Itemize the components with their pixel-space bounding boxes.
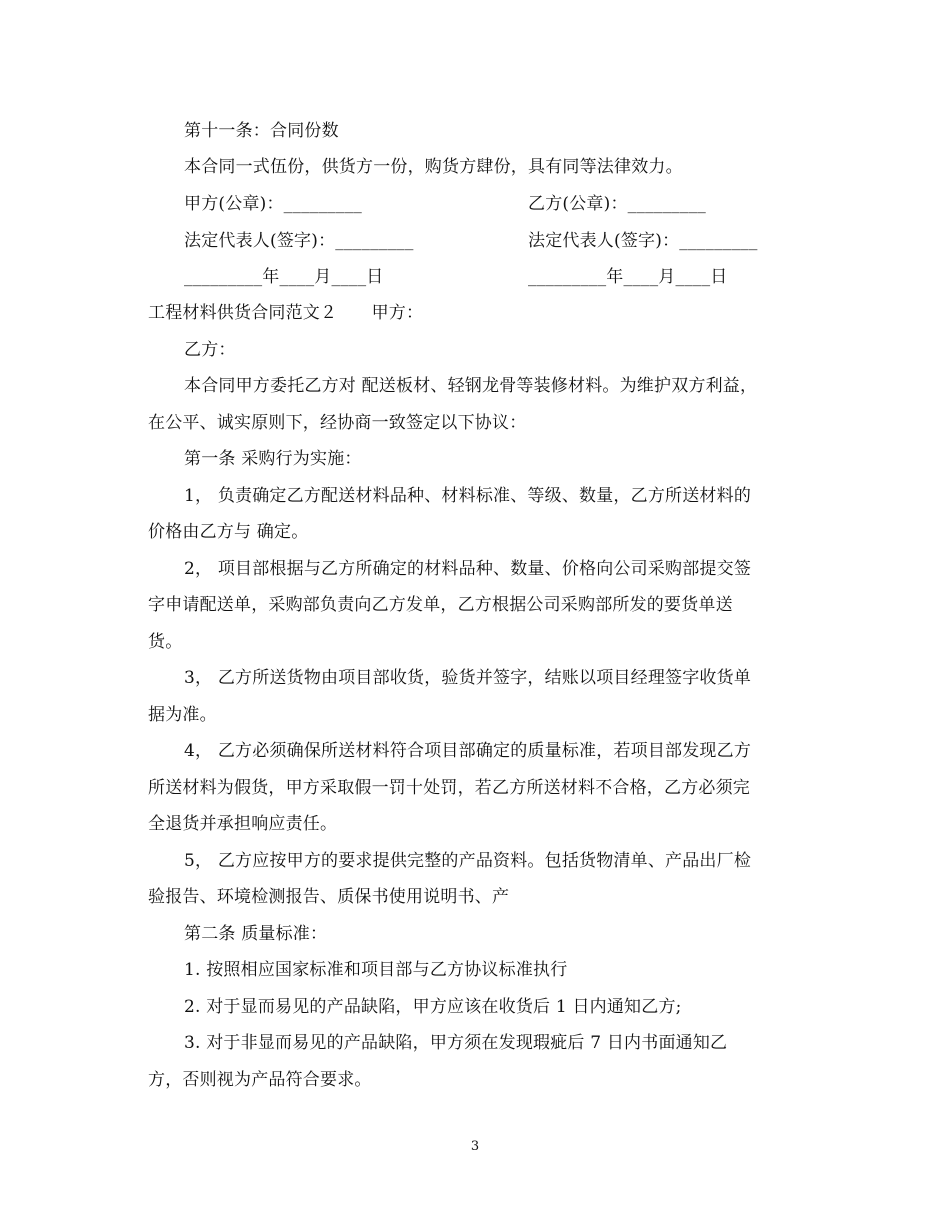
- party-a-seal-field: 甲方(公章)：_________: [184, 194, 362, 214]
- intro-line-1: 本合同甲方委托乙方对 配送板材、轻钢龙骨等装修材料。为维护双方利益，: [184, 376, 758, 396]
- item-4-line-2: 所送材料为假货，甲方采取假一罚十处罚，若乙方所送材料不合格，乙方必须完: [148, 778, 750, 798]
- item-5-line-2: 验报告、环境检测报告、质保书使用说明书、产: [148, 887, 510, 907]
- party-a-date-field: _________年____月____日: [184, 267, 384, 287]
- item-3-line-1: 3， 乙方所送货物由项目部收货，验货并签字，结账以项目经理签字收货单: [184, 668, 752, 688]
- section-11-title: 第十一条：合同份数: [184, 121, 339, 141]
- section-11-text: 本合同一式伍份，供货方一份，购货方肆份，具有同等法律效力。: [184, 157, 683, 177]
- party-b-date-field: _________年____月____日: [528, 267, 728, 287]
- page-number: 3: [470, 1139, 480, 1154]
- item-5-line-1: 5， 乙方应按甲方的要求提供完整的产品资料。包括货物清单、产品出厂检: [184, 851, 752, 871]
- quality-item-3-line-2: 方，否则视为产品符合要求。: [148, 1070, 372, 1090]
- item-4-line-1: 4， 乙方必须确保所送材料符合项目部确定的质量标准，若项目部发现乙方: [184, 741, 752, 761]
- contract-2-heading: 工程材料供货合同范文２ 甲方：: [148, 303, 424, 323]
- article-2-title: 第二条 质量标准：: [184, 924, 328, 944]
- party-b-label: 乙方：: [184, 340, 236, 360]
- party-b-representative-field: 法定代表人(签字)：_________: [528, 231, 758, 251]
- item-2-line-2: 字申请配送单，采购部负责向乙方发单，乙方根据公司采购部所发的要货单送: [148, 595, 733, 615]
- quality-item-2: 2. 对于显而易见的产品缺陷，甲方应该在收货后 1 日内通知乙方;: [184, 997, 682, 1017]
- item-1-line-1: 1， 负责确定乙方配送材料品种、材料标准、等级、数量，乙方所送材料的: [184, 486, 752, 506]
- item-2-line-3: 货。: [148, 632, 183, 652]
- item-1-line-2: 价格由乙方与 确定。: [148, 522, 309, 542]
- party-b-seal-field: 乙方(公章)：_________: [528, 194, 706, 214]
- intro-line-2: 在公平、诚实原则下，经协商一致签定以下协议：: [148, 413, 527, 433]
- quality-item-1: 1. 按照相应国家标准和项目部与乙方协议标准执行: [184, 960, 568, 980]
- item-4-line-3: 全退货并承担响应责任。: [148, 814, 338, 834]
- item-3-line-2: 据为准。: [148, 705, 217, 725]
- quality-item-3-line-1: 3. 对于非显而易见的产品缺陷，甲方须在发现瑕疵后 7 日内书面通知乙: [184, 1033, 728, 1053]
- item-2-line-1: 2， 项目部根据与乙方所确定的材料品种、数量、价格向公司采购部提交签: [184, 559, 752, 579]
- party-a-representative-field: 法定代表人(签字)：_________: [184, 231, 414, 251]
- article-1-title: 第一条 采购行为实施：: [184, 449, 362, 469]
